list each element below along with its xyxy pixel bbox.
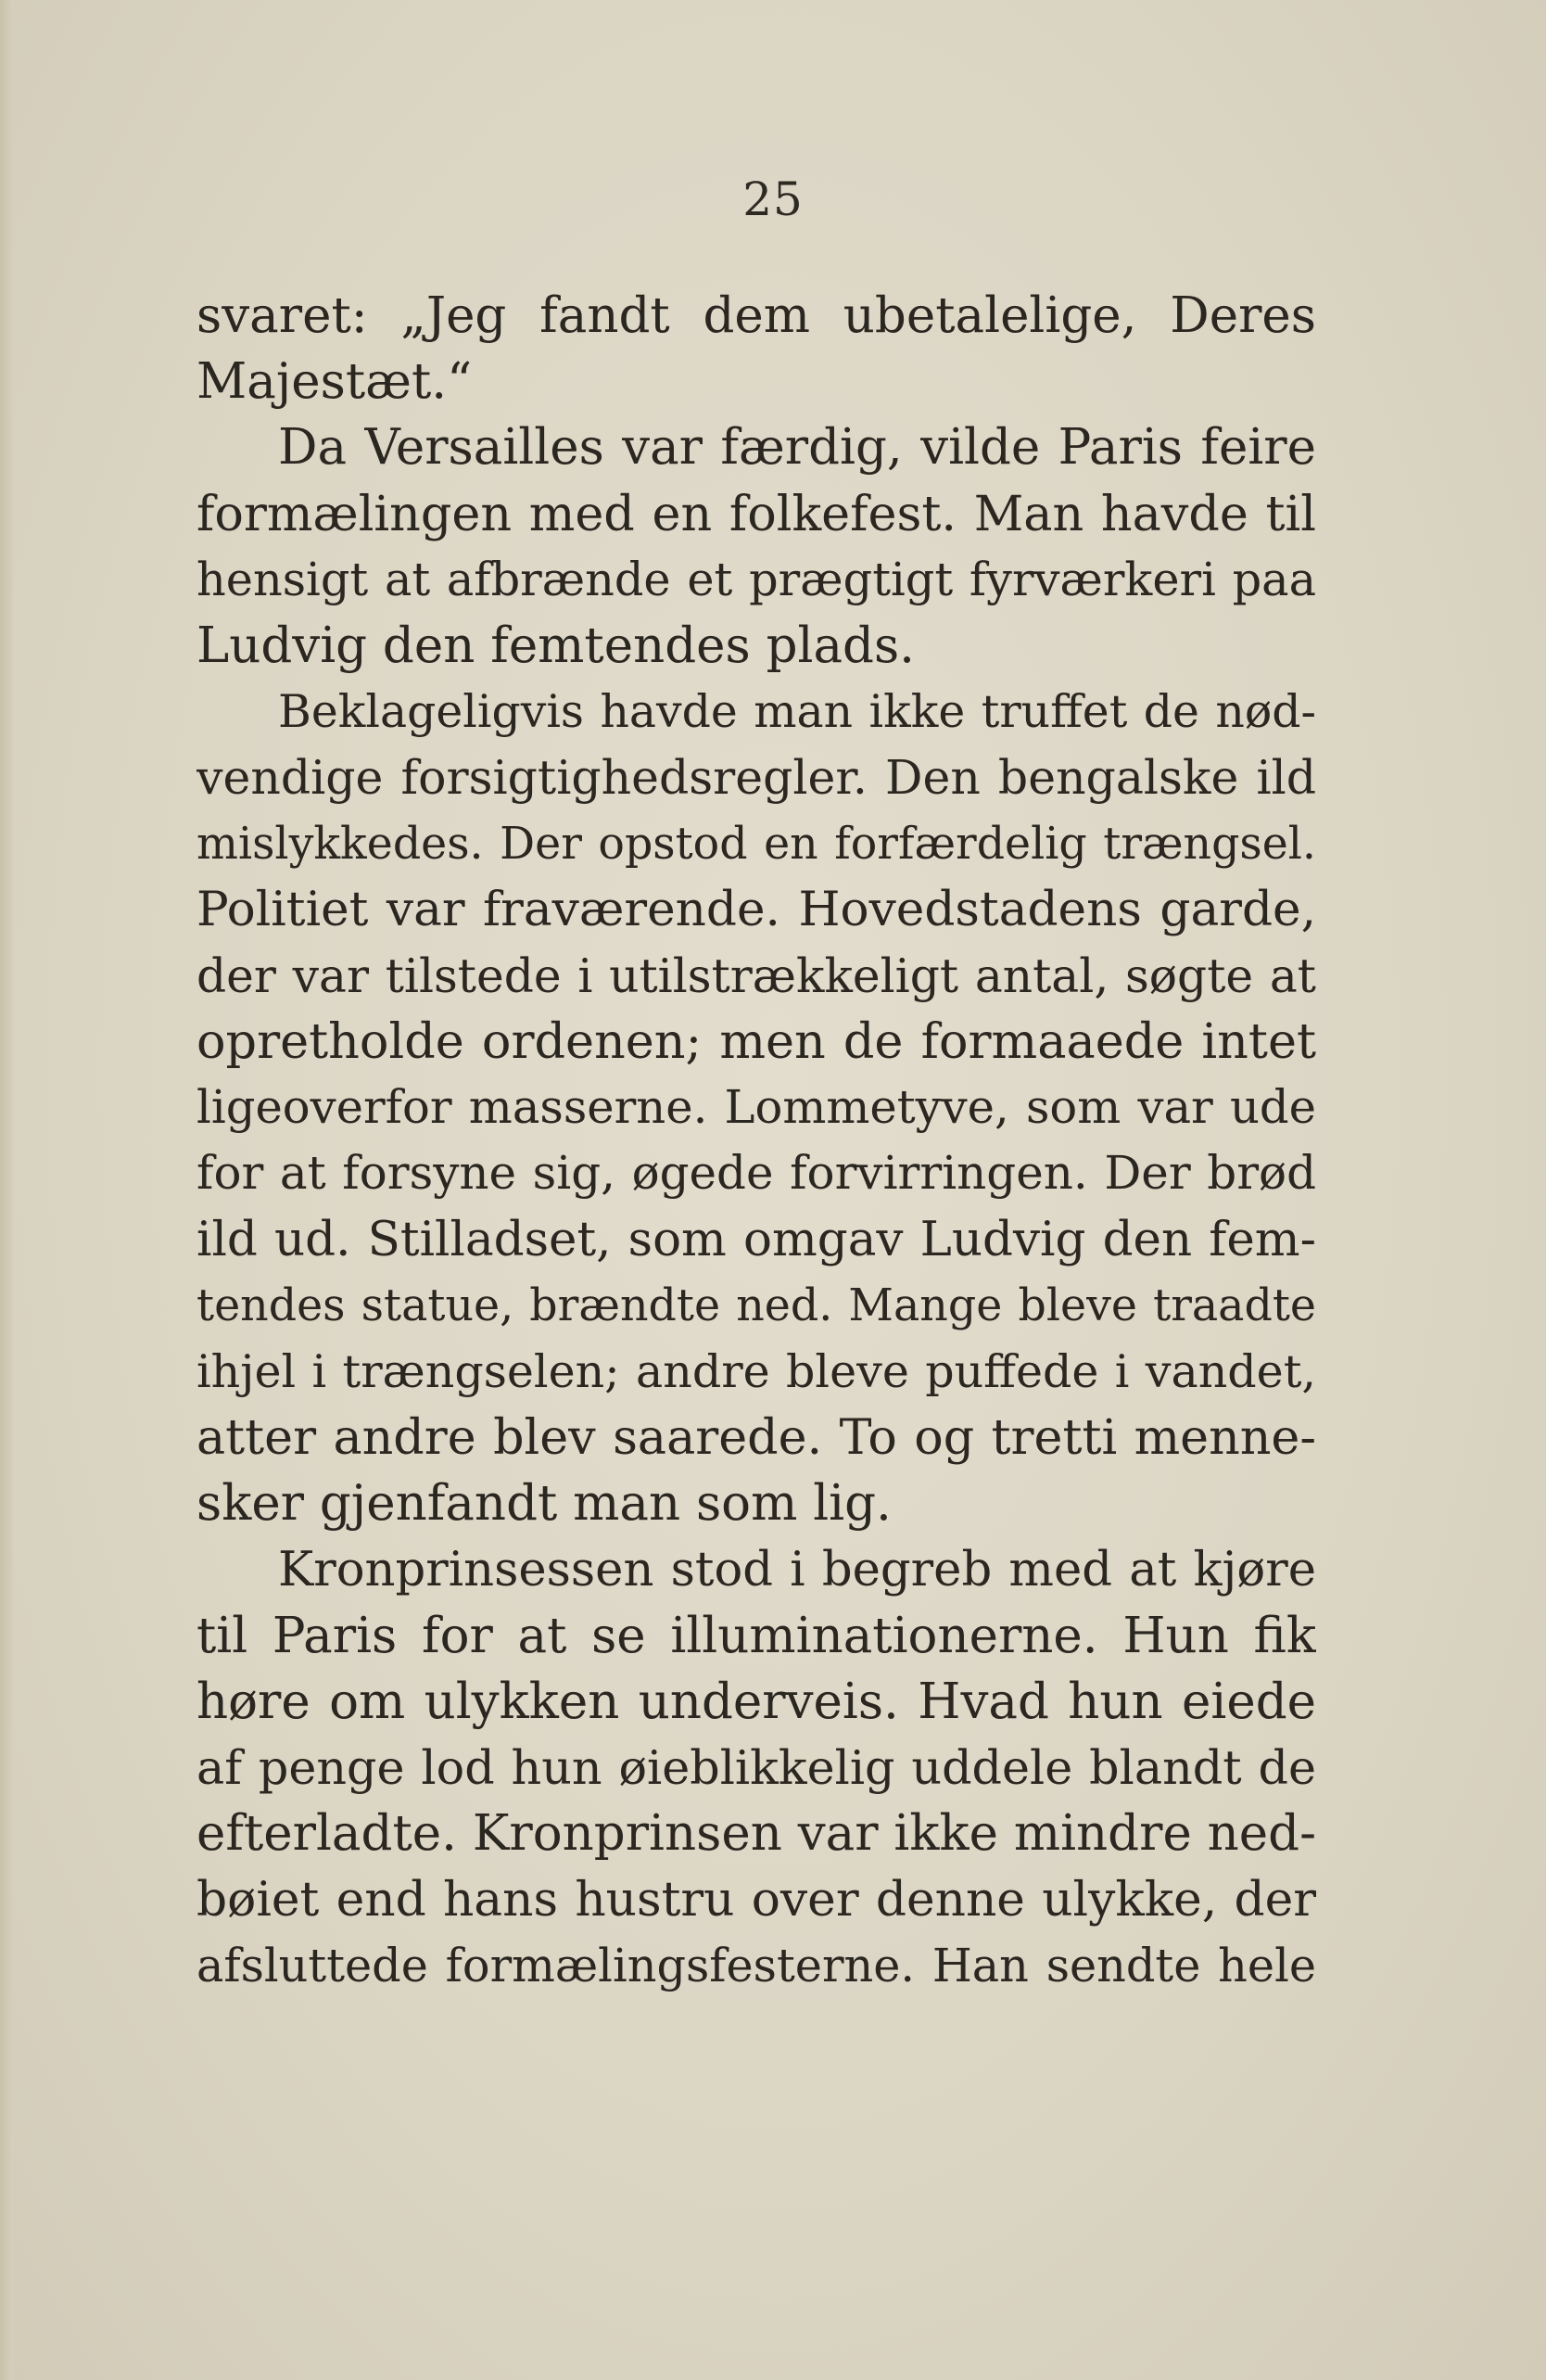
text-line: bøiet end hans hustru over denne ulykke, der <box>196 1871 1316 1928</box>
text-line: opretholde ordenen; men de formaaede intet <box>196 1013 1316 1071</box>
text-line: til Paris for at se illuminationerne. Hun fik <box>196 1607 1316 1664</box>
text-line: Politiet var fraværende. Hovedstadens garde, <box>196 881 1316 937</box>
text-line: tendes statue, brændte ned. Mange bleve traadte <box>196 1279 1316 1331</box>
text-line: der var tilstede i utilstrækkeligt antal, søgte at <box>196 948 1316 1003</box>
text-line: ihjel i trængselen; andre bleve puffede i vandet, <box>196 1344 1316 1398</box>
text-line: afsluttede formælingsfesterne. Han sendte hele <box>196 1938 1316 1992</box>
text-line: Ludvig den femtendes plads. <box>196 617 916 674</box>
text-line: ild ud. Stilladset, som omgav Ludvig den fem- <box>196 1211 1316 1267</box>
body-text <box>196 283 1316 1999</box>
text-line: sker gjenfandt man som lig. <box>196 1475 892 1533</box>
text-line: Kronprinsessen stod i begreb med at kjøre <box>278 1541 1316 1597</box>
page-number: 25 <box>742 172 804 226</box>
text-line: vendige forsigtighedsregler. Den bengalske ild <box>196 750 1316 806</box>
text-line: hensigt at afbrænde et prægtigt fyrværkeri paa <box>196 552 1316 606</box>
text-line: Da Versailles var færdig, vilde Paris feire <box>278 419 1316 477</box>
text-line: svaret: „Jeg fandt dem ubetalelige, Deres <box>196 287 1316 344</box>
text-line: Majestæt.“ <box>196 353 473 411</box>
text-line: høre om ulykken underveis. Hvad hun eiede <box>196 1673 1316 1730</box>
text-line: mislykkedes. Der opstod en forfærdelig trængsel. <box>196 818 1316 870</box>
text-line: af penge lod hun øieblikkelig uddele blandt de <box>196 1740 1316 1796</box>
text-line: atter andre blev saarede. To og tretti menne- <box>196 1409 1316 1467</box>
text-line: for at forsyne sig, øgede forvirringen. Der brød <box>196 1146 1316 1201</box>
page-binding-edge <box>0 0 13 2380</box>
text-line: formælingen med en folkefest. Man havde til <box>196 485 1316 542</box>
text-line: efterladte. Kronprinsen var ikke mindre ned- <box>196 1805 1316 1863</box>
text-line: Beklageligvis havde man ikke truffet de nød- <box>278 685 1316 739</box>
text-line: ligeoverfor masserne. Lommetyve, som var ude <box>196 1080 1316 1135</box>
